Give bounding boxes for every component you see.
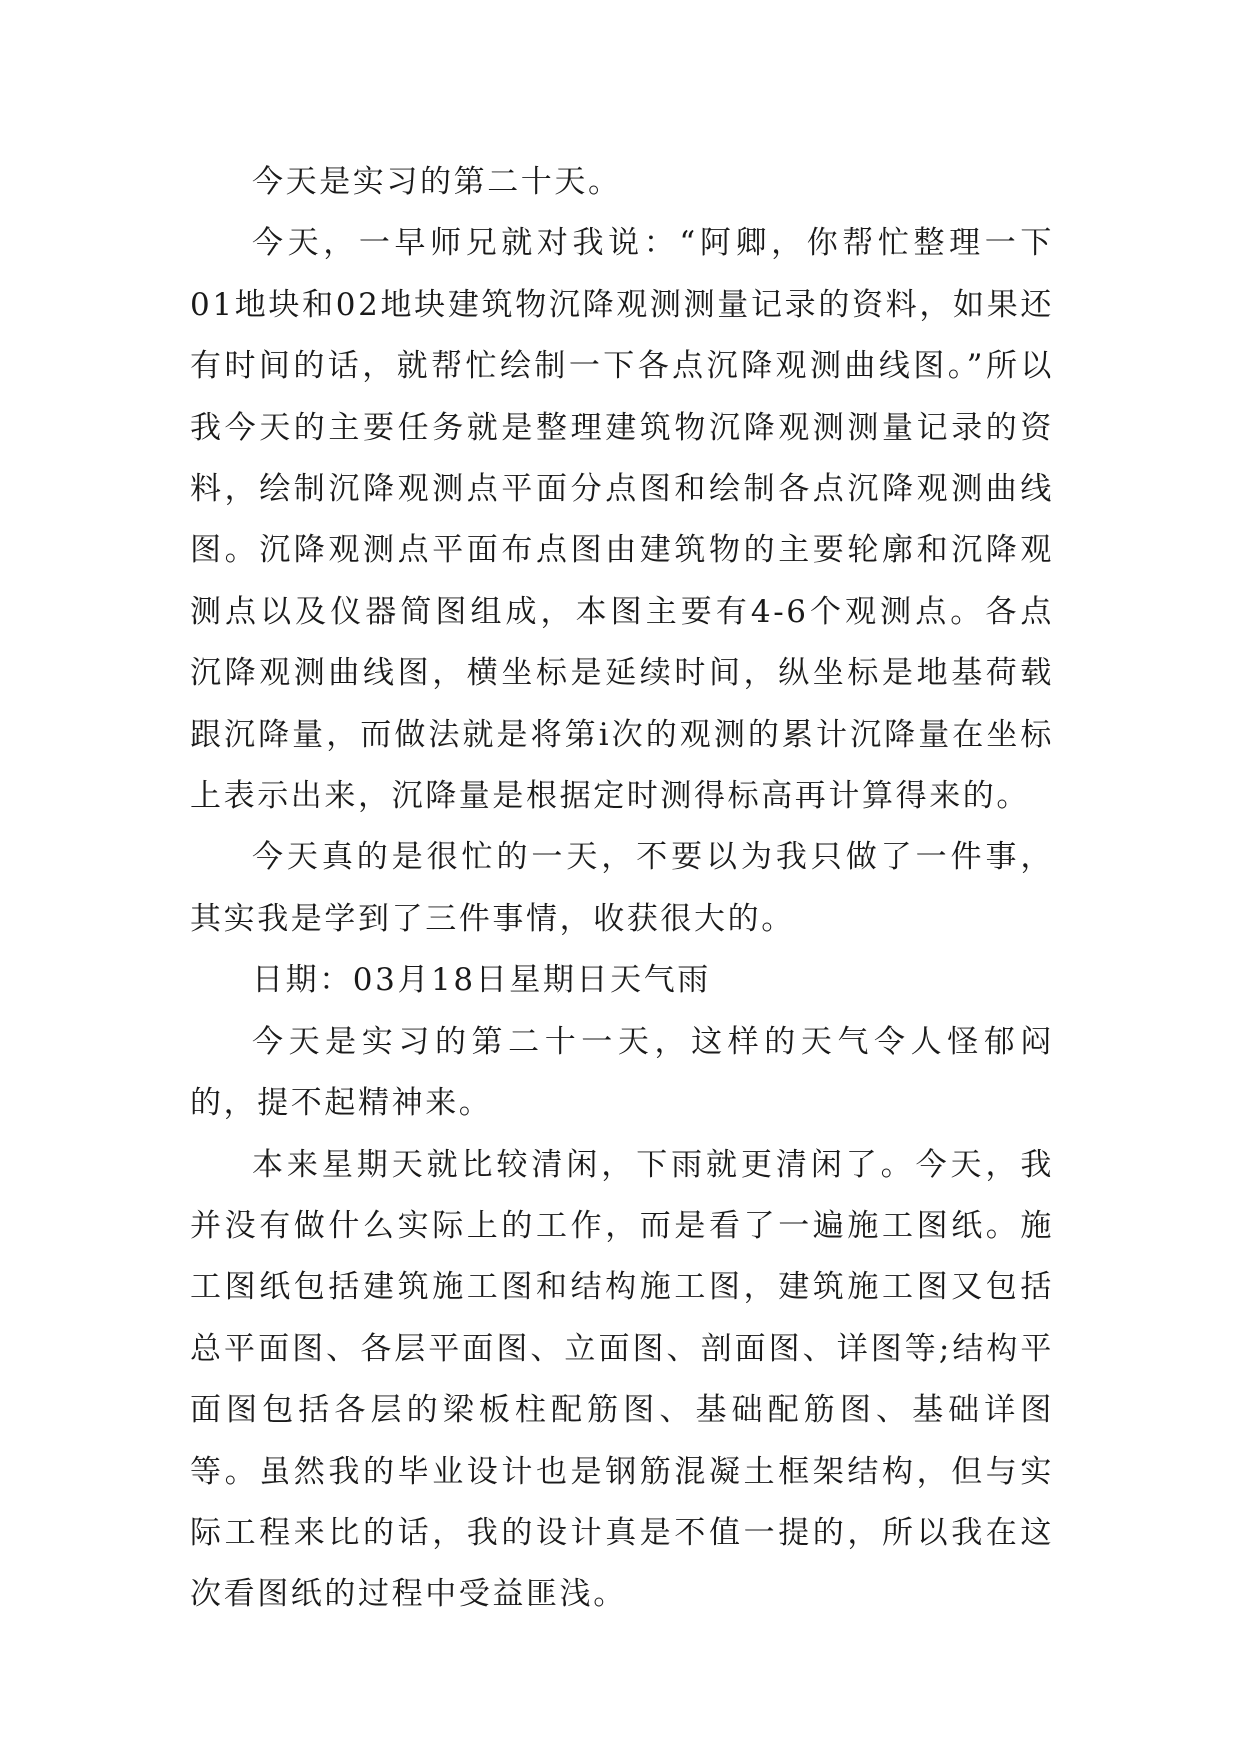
paragraph: 今天是实习的第二十一天，这样的天气令人怪郁闷的，提不起精神来。 [190,1023,1054,1122]
date-line: 日期：03月18日星期日天气雨 [252,962,711,999]
paragraph: 今天，一早师兄就对我说：“阿卿，你帮忙整理一下01地块和02地块建筑物沉降观测测量记录的资料，如果还有时间的话，就帮忙绘制一下各点沉降观测曲线图。”所以我今天的主要任务就是整理建筑物沉降观测测量记录的资料，绘制沉降观测点平面分点图和绘制各点沉降观测曲线图。沉降观测点平面布点图由建筑物的主要轮廓和沉降观测点以及仪器简图组成，本图主要有4-6个观测点。各点沉降观测曲线图，横坐标是延续时间，纵坐标是地基荷载跟沉降量，而做法就是将第i次的观测的累计沉降量在坐标上表示出来，沉降量是根据定时测得标高再计算得来的。 [190,225,1054,815]
paragraph: 今天是实习的第二十天。 [252,164,622,200]
document-body [190,152,1054,1626]
paragraph: 本来星期天就比较清闲，下雨就更清闲了。今天，我并没有做什么实际上的工作，而是看了一遍施工图纸。施工图纸包括建筑施工图和结构施工图，建筑施工图又包括总平面图、各层平面图、立面图、剖面图、详图等;结构平面图包括各层的梁板柱配筋图、基础配筋图、基础详图等。虽然我的毕业设计也是钢筋混凝土框架结构，但与实际工程来比的话，我的设计真是不值一提的，所以我在这次看图纸的过程中受益匪浅。 [190,1146,1054,1613]
paragraph: 今天真的是很忙的一天，不要以为我只做了一件事，其实我是学到了三件事情，收获很大的。 [190,839,1054,937]
